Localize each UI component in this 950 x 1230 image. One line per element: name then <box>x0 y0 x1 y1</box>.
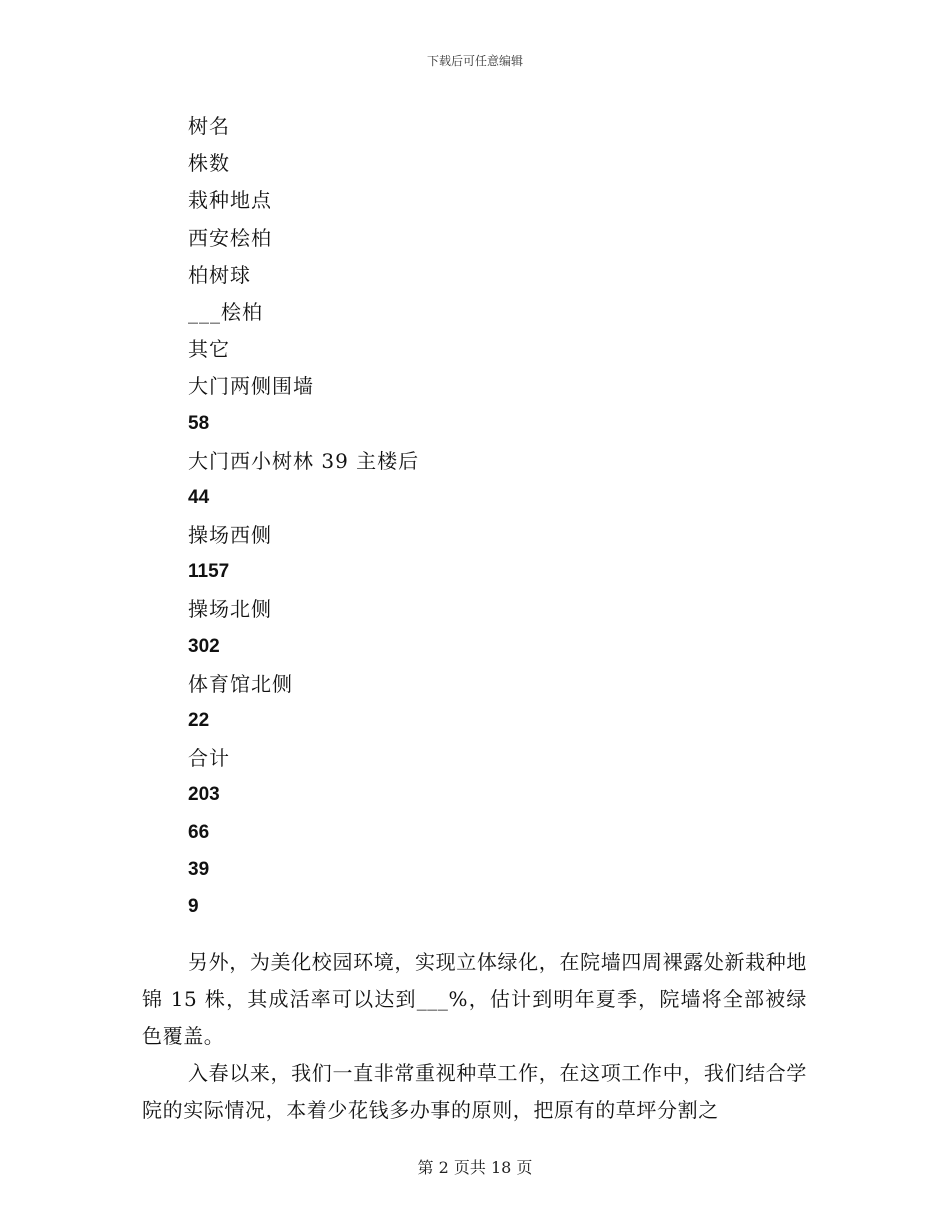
line-item: 其它 <box>188 337 230 362</box>
line-item-number: 302 <box>188 635 220 657</box>
line-item: 株数 <box>188 151 230 176</box>
line-item-number: 9 <box>188 895 199 917</box>
line-item-number: 203 <box>188 784 220 806</box>
line-item: 柏树球 <box>188 262 251 287</box>
line-item-number: 58 <box>188 412 210 434</box>
line-item: 西安桧柏 <box>188 225 272 250</box>
line-item-number: 1157 <box>188 561 230 583</box>
line-item-number: 44 <box>188 486 210 508</box>
line-item: ___桧柏 <box>188 299 263 324</box>
line-item-number: 22 <box>188 710 210 731</box>
line-item: 大门两侧围墙 <box>188 374 314 399</box>
page-number: 第 2 页共 18 页 <box>417 1158 533 1177</box>
line-item-number: 66 <box>188 821 210 843</box>
page-header: 下载后可任意编辑 <box>426 54 523 68</box>
line-item: 树名 <box>188 114 230 138</box>
table-cell-list <box>188 111 419 929</box>
body-paragraph: 另外，为美化校园环境，实现立体绿化，在院墙四周裸露处新栽种地锦 15 株，其成活率可以达到___%，估计到明年夏季，院墙将全部被绿色覆盖。 <box>142 950 807 1048</box>
line-item: 操场北侧 <box>188 597 272 622</box>
line-item: 操场西侧 <box>188 523 272 548</box>
line-item-number: 39 <box>188 858 210 880</box>
line-item: 体育馆北侧 <box>188 671 293 696</box>
line-item: 栽种地点 <box>188 188 272 213</box>
line-item: 大门西小树林 39 主楼后 <box>188 448 420 473</box>
line-item: 合计 <box>188 746 230 771</box>
body-paragraph: 入春以来，我们一直非常重视种草工作，在这项工作中，我们结合学院的实际情况，本着少花钱多办事的原则，把原有的草坪分割之 <box>142 1061 807 1122</box>
